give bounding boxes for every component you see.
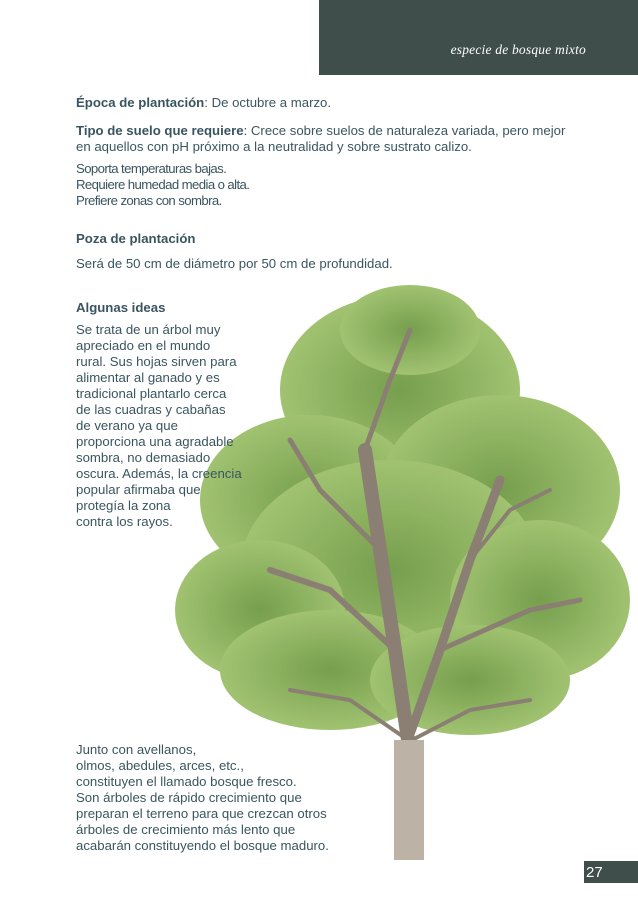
- epoca-value: : De octubre a marzo.: [204, 95, 332, 110]
- bottom-line: Junto con avellanos,: [76, 742, 197, 757]
- suelo-text-1: : Crece sobre suelos de naturaleza variada, pero mejor: [243, 123, 566, 138]
- bottom-line: olmos, abedules, arces, etc.,: [76, 758, 244, 773]
- ideas-line: de las cuadras y cabañas: [76, 402, 226, 417]
- bottom-line: Son árboles de rápido crecimiento que: [76, 790, 302, 805]
- need-shade: Prefiere zonas con sombra.: [76, 193, 222, 208]
- ideas-line: rural. Sus hojas sirven para: [76, 354, 237, 369]
- bottom-line: acabarán constituyendo el bosque maduro.: [76, 838, 329, 853]
- ideas-line: protegía la zona: [76, 498, 171, 513]
- ideas-line: alimentar al ganado y es: [76, 370, 220, 385]
- ideas-line: popular afirmaba que: [76, 482, 201, 497]
- ideas-line: contra los rayos.: [76, 514, 173, 529]
- ideas-line: tradicional plantarlo cerca: [76, 386, 227, 401]
- ideas-heading: Algunas ideas: [76, 300, 166, 315]
- need-humidity: Requiere humedad media o alta.: [76, 177, 250, 192]
- header-band: [319, 0, 638, 75]
- ideas-line: de verano ya que: [76, 418, 178, 433]
- ideas-line: Se trata de un árbol muy: [76, 322, 221, 337]
- ideas-line: oscura. Además, la creencia: [76, 466, 242, 481]
- section-title: especie de bosque mixto: [450, 42, 586, 57]
- suelo-line-1: [76, 123, 565, 139]
- ideas-line: proporciona una agradable: [76, 434, 234, 449]
- ideas-line: apreciado en el mundo: [76, 338, 211, 353]
- poza-text: Será de 50 cm de diámetro por 50 cm de profundidad.: [76, 256, 393, 271]
- need-temperature: Soporta temperaturas bajas.: [76, 161, 227, 176]
- suelo-line-2: en aquellos con pH próximo a la neutralidad y sobre sustrato calizo.: [76, 139, 472, 154]
- poza-heading: Poza de plantación: [76, 231, 196, 246]
- tree-trunk-base: [394, 740, 424, 860]
- ideas-line: sombra, no demasiado: [76, 450, 211, 465]
- epoca-line: [76, 95, 331, 111]
- page-number: 27: [586, 864, 603, 881]
- bottom-line: preparan el terreno para que crezcan otros: [76, 806, 327, 821]
- epoca-label: Época de plantación: [76, 95, 205, 110]
- suelo-label: Tipo de suelo que requiere: [76, 123, 244, 138]
- bottom-line: árboles de crecimiento más lento que: [76, 822, 296, 837]
- bottom-line: constituyen el llamado bosque fresco.: [76, 774, 297, 789]
